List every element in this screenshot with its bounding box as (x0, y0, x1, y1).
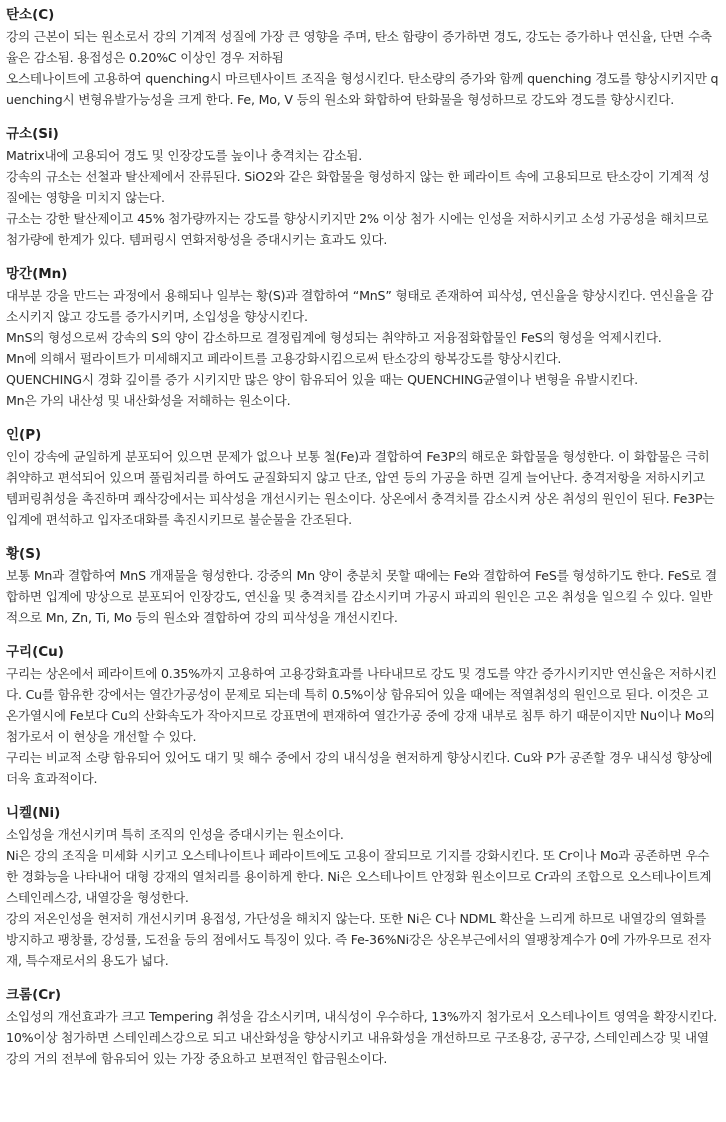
section-paragraph: 대부분 강을 만드는 과정에서 용해되나 일부는 황(S)과 결합하여 “MnS” 형태로 존재하여 피삭성, 연신율을 향상시킨다. 연신율을 감소시키지 않고 강도를 증가시키며, 소입성을 향상시킨다. (6, 288, 714, 324)
section-title: 니켈(Ni) (6, 805, 61, 821)
section-paragraph: 인이 강속에 균일하게 분포되어 있으면 문제가 없으나 보통 철(Fe)과 결합하여 Fe3P의 해로운 화합물을 형성한다. 이 화합물은 극히 취약하고 편석되어 있으며 풀림처리를 하여도 균질화되지 않고 단조, 압연 등의 가공을 하면 길게 늘어난다. 충격저항을 저하시키고 템퍼링취성을 촉진하며 쾌삭강에서는 피삭성을 개선시키는 원소이다. 상온에서 충격치를 감소시켜 상온 취성의 원인이 된다. Fe3P는 입계에 편석하고 입자조대화를 촉진시키므로 불순물을 간조된다. (6, 449, 715, 527)
section-copper (6, 643, 720, 789)
section-carbon (6, 6, 720, 110)
section-paragraph: 강의 저온인성을 현저히 개선시키며 용접성, 가단성을 해치지 않는다. 또한 Ni은 C나 NDML 확산을 느리게 하므로 내열강의 열화를 방지하고 팽창률, 강성률, 도전율 등의 점에서도 특징이 있다. 즉 Fe-36%Ni강은 상온부근에서의 열팽창계수가 0에 가까우므로 전자재, 특수재로서의 용도가 넓다. (6, 911, 711, 968)
section-title: 구리(Cu) (6, 644, 64, 660)
section-phosphorus (6, 426, 720, 530)
section-chromium (6, 986, 720, 1069)
section-title: 규소(Si) (6, 126, 59, 142)
section-paragraph: 소입성을 개선시키며 특히 조직의 인성을 증대시키는 원소이다. (6, 827, 344, 842)
section-nickel (6, 804, 720, 971)
section-paragraph: Ni은 강의 조직을 미세화 시키고 오스테나이트나 페라이트에도 고용이 잘되므로 기지를 강화시킨다. 또 Cr이나 Mo과 공존하면 우수한 경화능을 나타내어 대형 강재의 열처리를 용이하게 한다. Ni은 오스테나이트 안정화 원소이므로 Cr과의 조합으로 오스테나이트계 스테인레스강, 내열강을 형성한다. (6, 848, 712, 905)
section-paragraph: 강의 근본이 되는 원소로서 강의 기계적 성질에 가장 큰 영향을 주며, 탄소 함량이 증가하면 경도, 강도는 증가하나 연신율, 단면 수축율은 감소됨. 용접성은 0.20%C 이상인 경우 저하됨 (6, 29, 712, 65)
section-title: 크롬(Cr) (6, 987, 61, 1003)
section-manganese (6, 265, 720, 411)
section-paragraph: 소입성의 개선효과가 크고 Tempering 취성을 감소시키며, 내식성이 우수하다, 13%까지 첨가로서 오스테나이트 영역을 확장시킨다. 10%이상 첨가하면 스테인레스강으로 되고 내산화성을 향상시키고 내유화성을 개선하므로 구조용강, 공구강, 스테인레스강 및 내열강의 거의 전부에 함유되어 있는 가장 중요하고 보편적인 합금원소이다. (6, 1009, 717, 1066)
section-paragraph: 강속의 규소는 선철과 탈산제에서 잔류된다. SiO2와 같은 화합물을 형성하지 않는 한 페라이트 속에 고용되므로 탄소강이 기계적 성질에는 영향을 미치지 않는다. (6, 169, 710, 205)
section-title: 황(S) (6, 546, 42, 562)
section-paragraph: 규소는 강한 탈산제이고 45% 첨가량까지는 강도를 향상시키지만 2% 이상 첨가 시에는 인성을 저하시키고 소성 가공성을 해치므로 첨가량에 한계가 있다. 템퍼링시 연화저항성을 증대시키는 효과도 있다. (6, 211, 709, 247)
section-title: 인(P) (6, 427, 42, 443)
section-paragraph: Mn에 의해서 펄라이트가 미세해지고 페라이트를 고용강화시킴으로써 탄소강의 항복강도를 향상시킨다. (6, 351, 562, 366)
section-title: 탄소(C) (6, 7, 55, 23)
section-sulfur (6, 545, 720, 628)
section-paragraph: MnS의 형성으로써 강속의 S의 양이 감소하므로 결정립계에 형성되는 취약하고 저융점화합물인 FeS의 형성을 억제시킨다. (6, 330, 662, 345)
section-paragraph: Mn은 가의 내산성 및 내산화성을 저해하는 원소이다. (6, 393, 291, 408)
section-title: 망간(Mn) (6, 266, 68, 282)
section-paragraph: Matrix내에 고용되어 경도 및 인장강도를 높이나 충격치는 감소됨. (6, 148, 363, 163)
section-paragraph: 오스테나이트에 고용하여 quenching시 마르텐사이트 조직을 형성시킨다. 탄소량의 증가와 함께 quenching 경도를 향상시키지만 quenching시 변형유발가능성을 크게 한다. Fe, Mo, V 등의 원소와 화합하여 탄화물을 형성하므로 강도와 경도를 향상시킨다. (6, 71, 719, 107)
section-paragraph: QUENCHING시 경화 깊이를 증가 시키지만 많은 양이 함유되어 있을 때는 QUENCHING균열이나 변형을 유발시킨다. (6, 372, 638, 387)
section-paragraph: 구리는 상온에서 페라이트에 0.35%까지 고용하여 고용강화효과를 나타내므로 강도 및 경도를 약간 증가시키지만 연신율은 저하시킨다. Cu를 함유한 강에서는 열간가공성이 문제로 되는데 특히 0.5%이상 함유되어 있을 때에는 적열취성의 원인으로 된다. 이것은 고온가열시에 Fe보다 Cu의 산화속도가 작아지므로 강표면에 편재하여 열간가공 중에 강재 내부로 침투 하기 때문이지만 Nu이나 Mo의 첨가로서 이 현상을 개선할 수 있다. (6, 666, 717, 744)
section-silicon (6, 125, 720, 250)
section-paragraph: 구리는 비교적 소량 함유되어 있어도 대기 및 해수 중에서 강의 내식성을 현저하게 향상시킨다. Cu와 P가 공존할 경우 내식성 향상에 더욱 효과적이다. (6, 750, 713, 786)
section-paragraph: 보통 Mn과 결합하여 MnS 개재물을 형성한다. 강중의 Mn 양이 충분치 못할 때에는 Fe와 결합하여 FeS를 형성하기도 한다. FeS로 결합하면 입계에 망상으로 분포되어 인장강도, 연신율 및 충격치를 감소시키며 가공시 파괴의 원인은 고온 취성을 일으킬 수 있다. 일반적으로 Mn, Zn, Ti, Mo 등의 원소와 결합하여 강의 피삭성을 개선시킨다. (6, 568, 718, 625)
